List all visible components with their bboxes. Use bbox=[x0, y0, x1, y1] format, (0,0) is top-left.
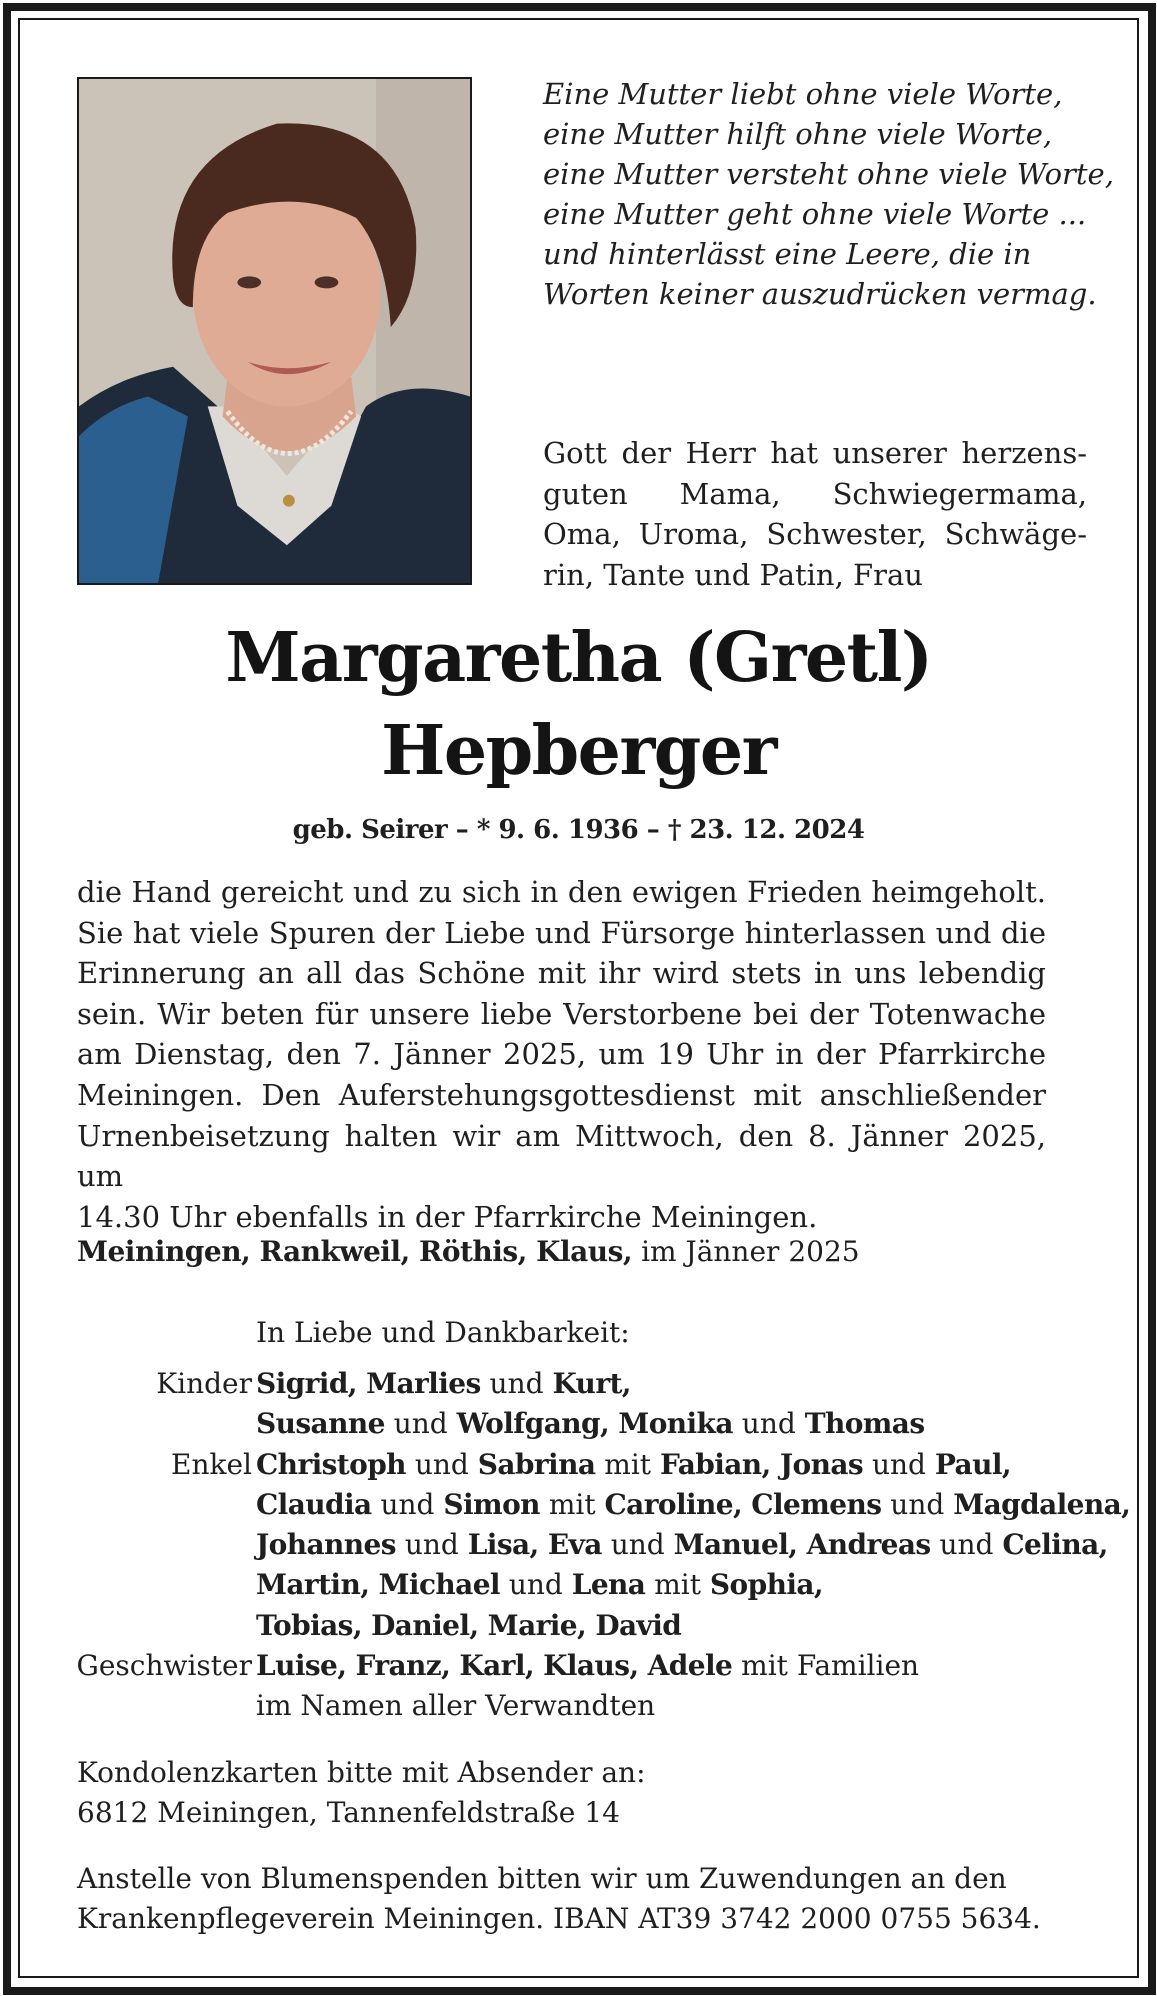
connector-text: mit bbox=[595, 1447, 660, 1481]
children-label: Kinder bbox=[156, 1367, 252, 1400]
connector-text: und bbox=[405, 1447, 478, 1481]
mourner-name: Manuel, Andreas bbox=[673, 1528, 931, 1562]
mourner-name: Sophia, bbox=[709, 1568, 824, 1602]
intro-line: rin, Tante und Patin, Frau bbox=[543, 557, 923, 592]
siblings-label: Geschwister bbox=[76, 1649, 252, 1683]
mourner-name: Claudia bbox=[256, 1487, 372, 1521]
intro-line: Oma, Uroma, Schwester, Schwäge- bbox=[543, 517, 1087, 551]
deceased-name: Margaretha (Gretl) bbox=[225, 618, 932, 698]
poem-line: und hinterlässt eine Leere, die in bbox=[543, 237, 1032, 271]
body-line: Sie hat viele Spuren der Liebe und Fürsorge hinterlassen und die bbox=[77, 915, 1046, 950]
connector-text: und bbox=[601, 1528, 674, 1562]
mourner-name: Caroline, Clemens bbox=[604, 1487, 882, 1521]
mourner-names bbox=[256, 1404, 925, 1444]
connector-text: im Namen aller Verwandten bbox=[256, 1689, 656, 1723]
connector-text: und bbox=[480, 1367, 553, 1400]
mourner-name: Celina, bbox=[1002, 1528, 1108, 1562]
portrait-photo bbox=[77, 77, 472, 585]
grandchildren-row bbox=[0, 1565, 1157, 1605]
connector-text: und bbox=[930, 1528, 1003, 1562]
donation-line: Krankenpflegeverein Meiningen. IBAN AT39 3742 2000 0755 5634. bbox=[77, 1902, 1041, 1935]
mourners-list bbox=[0, 1364, 1157, 1727]
connector-text: mit bbox=[539, 1487, 605, 1521]
mourner-name: Christoph bbox=[256, 1447, 406, 1481]
body-line: die Hand gereicht und zu sich in den ewigen Frieden heimgeholt. bbox=[77, 875, 1046, 909]
connector-text: und bbox=[395, 1528, 468, 1562]
body-line: Urnenbeisetzung halten wir am Mittwoch, den 8. Jänner 2025, um bbox=[77, 1118, 1046, 1194]
mourner-name: Susanne bbox=[256, 1407, 385, 1441]
condolence-address-line: 6812 Meiningen, Tannenfeldstraße 14 bbox=[77, 1796, 620, 1829]
mourner-name: Magdalena, bbox=[953, 1487, 1131, 1521]
mourner-name: Kurt, bbox=[552, 1367, 631, 1400]
mourner-name: Fabian, Jonas bbox=[659, 1447, 864, 1481]
mourner-names bbox=[256, 1364, 631, 1404]
connector-text: und bbox=[732, 1407, 805, 1441]
intro-line: Gott der Herr hat unserer herzens- bbox=[543, 436, 1087, 470]
mourner-names bbox=[256, 1686, 655, 1726]
grandchildren-row bbox=[0, 1445, 1157, 1485]
mourner-name: Lisa, Eva bbox=[467, 1528, 602, 1562]
grandchildren-label: Enkel bbox=[171, 1447, 252, 1481]
connector-text: und bbox=[881, 1487, 954, 1521]
donation-note bbox=[77, 1859, 1077, 1939]
mourner-name: Sigrid, Marlies bbox=[256, 1367, 481, 1400]
place-names: Meiningen, Rankweil, Röthis, Klaus, bbox=[77, 1235, 633, 1268]
siblings-row bbox=[0, 1686, 1157, 1726]
connector-text: mit bbox=[645, 1568, 710, 1602]
mourner-names bbox=[256, 1646, 919, 1686]
mourners-intro: In Liebe und Dankbarkeit: bbox=[256, 1316, 630, 1349]
poem-line: Eine Mutter liebt ohne viele Worte, bbox=[543, 77, 1063, 111]
connector-text: und bbox=[384, 1407, 457, 1441]
poem-line: eine Mutter geht ohne viele Worte ... bbox=[543, 197, 1087, 231]
mourner-name: Lena bbox=[571, 1568, 646, 1602]
mourner-name: Wolfgang, Monika bbox=[456, 1407, 733, 1441]
children-row bbox=[0, 1404, 1157, 1444]
mourner-name: Johannes bbox=[256, 1528, 396, 1562]
body-line: am Dienstag, den 7. Jänner 2025, um 19 Uhr in der Pfarrkirche bbox=[77, 1037, 1046, 1072]
body-line: sein. Wir beten für unsere liebe Verstorbene bei der Totenwache bbox=[77, 996, 1046, 1031]
condolence-address bbox=[77, 1753, 646, 1833]
mourner-name: Paul, bbox=[934, 1447, 1012, 1481]
body-line: Meiningen. Den Auferstehungsgottesdienst mit anschließender bbox=[77, 1077, 1046, 1112]
donation-line: Anstelle von Blumenspenden bitten wir um Zuwendungen an den bbox=[77, 1862, 1007, 1895]
mourner-name: Luise, Franz, Karl, Klaus, Adele bbox=[256, 1649, 733, 1683]
connector-text: und bbox=[499, 1568, 572, 1602]
grandchildren-row bbox=[0, 1485, 1157, 1525]
mourner-names bbox=[256, 1525, 1108, 1565]
connector-text: und bbox=[863, 1447, 935, 1481]
body-line: 14.30 Uhr ebenfalls in der Pfarrkirche Meiningen. bbox=[77, 1199, 818, 1234]
body-line: Erinnerung an all das Schöne mit ihr wird stets in uns lebendig bbox=[77, 956, 1046, 991]
siblings-row bbox=[0, 1646, 1157, 1686]
condolence-line: Kondolenzkarten bitte mit Absender an: bbox=[77, 1756, 646, 1789]
poem-line: eine Mutter hilft ohne viele Worte, bbox=[543, 117, 1053, 151]
intro-line: guten Mama, Schwiegermama, bbox=[543, 476, 1087, 511]
mourner-name: Tobias, Daniel, Marie, David bbox=[256, 1608, 682, 1642]
announcement-intro bbox=[543, 433, 1087, 595]
mourner-name: Thomas bbox=[804, 1407, 925, 1441]
place-date-line bbox=[77, 1235, 860, 1268]
announcement-body bbox=[77, 872, 1046, 1237]
mourner-names bbox=[256, 1565, 823, 1605]
deceased-surname: Hepberger bbox=[381, 711, 776, 791]
poem bbox=[543, 74, 1113, 314]
connector-text: und bbox=[371, 1487, 444, 1521]
mourner-name: Simon bbox=[443, 1487, 540, 1521]
grandchildren-row bbox=[0, 1606, 1157, 1646]
mourner-names bbox=[256, 1485, 1130, 1525]
mourner-names bbox=[256, 1606, 681, 1646]
children-row bbox=[0, 1364, 1157, 1404]
poem-line: Worten keiner auszudrücken vermag. bbox=[543, 277, 1097, 311]
place-date: im Jänner 2025 bbox=[641, 1235, 860, 1268]
connector-text: mit Familien bbox=[732, 1649, 920, 1683]
grandchildren-row bbox=[0, 1525, 1157, 1565]
life-dates: geb. Seirer – * 9. 6. 1936 – † 23. 12. 2024 bbox=[292, 815, 865, 845]
mourner-name: Sabrina bbox=[477, 1447, 596, 1481]
mourner-names bbox=[256, 1445, 1011, 1485]
mourner-name: Martin, Michael bbox=[256, 1568, 500, 1602]
poem-line: eine Mutter versteht ohne viele Worte, bbox=[543, 157, 1114, 191]
